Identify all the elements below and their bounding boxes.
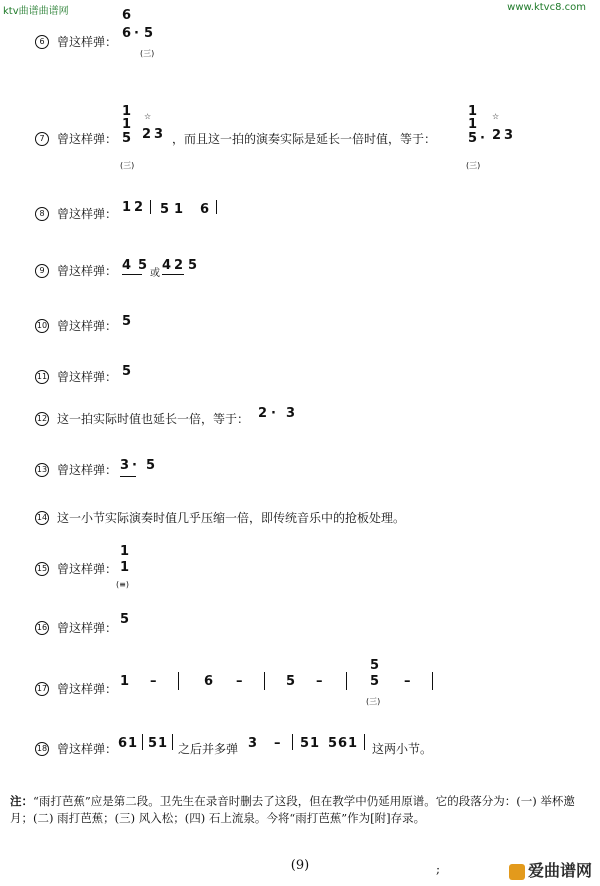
note: 2 [492, 128, 502, 143]
note: 5 [370, 658, 380, 673]
note: 4 [162, 258, 172, 273]
note: 3 [120, 458, 130, 473]
note: 2 [258, 406, 268, 421]
barline [172, 734, 173, 750]
note: 1 [174, 202, 184, 217]
note: 1 [122, 200, 132, 215]
site-logo [509, 858, 592, 881]
item-number: 15 [35, 562, 49, 576]
underline [162, 274, 184, 275]
item-number: 16 [35, 621, 49, 635]
underline [120, 476, 136, 477]
fingering: (≡) [116, 580, 129, 589]
item-text: 曾这样弹： [57, 319, 118, 333]
item-number: 17 [35, 682, 49, 696]
item-11 [35, 368, 117, 385]
note: 1 [158, 736, 168, 751]
item-number: 18 [35, 742, 49, 756]
item-number: 7 [35, 132, 49, 146]
item-number: 10 [35, 319, 49, 333]
note: 6 [118, 736, 128, 751]
item-number: 14 [35, 511, 49, 525]
note: 6 [338, 736, 348, 751]
item-number: 9 [35, 264, 49, 278]
dot: · [134, 26, 139, 41]
logo-text: 爱曲谱网 [527, 861, 592, 880]
site-header-left: ktv曲谱曲谱网 [3, 6, 69, 17]
barline [292, 734, 293, 750]
barline [150, 200, 151, 214]
note: 3 [154, 127, 164, 142]
item-text: 曾这样弹： [57, 562, 118, 576]
footnote-tag: 注： [10, 794, 33, 808]
dash: – [236, 674, 243, 689]
item-number: 11 [35, 370, 49, 384]
item-13 [35, 461, 117, 478]
dash: – [150, 674, 157, 689]
barline [142, 734, 143, 750]
note: 6 [122, 26, 132, 41]
item-9 [35, 262, 117, 279]
note: 1 [120, 544, 130, 559]
note: 1 [310, 736, 320, 751]
item-text: 曾这样弹： [57, 207, 118, 221]
note: 1 [120, 674, 130, 689]
note: 1 [122, 104, 132, 119]
fingering: (三) [140, 49, 155, 58]
item-17 [35, 680, 117, 697]
note: 1 [348, 736, 358, 751]
item-after2-text: 这两小节。 [372, 742, 433, 756]
note: 1 [128, 736, 138, 751]
dash: – [404, 674, 411, 689]
note: 5 [122, 131, 132, 146]
item-text: 这一拍实际时值也延长一倍，等于： [57, 412, 250, 426]
note: 6 [122, 8, 132, 23]
or-text: 或 [150, 268, 160, 279]
note: 1 [468, 104, 478, 119]
note: 1 [122, 117, 132, 132]
note: 5 [122, 364, 132, 379]
barline [216, 200, 217, 214]
item-18-after [178, 740, 238, 757]
dot: · [271, 406, 276, 421]
note: 5 [148, 736, 158, 751]
note: 5 [286, 674, 296, 689]
trill-mark: ☆ [144, 112, 152, 121]
logo-icon [509, 864, 525, 880]
item-text: 曾这样弹： [57, 370, 118, 384]
item-15 [35, 560, 117, 577]
item-text: 曾这样弹： [57, 35, 118, 49]
item-6 [35, 33, 117, 50]
item-number: 6 [35, 35, 49, 49]
site-header-right: www.ktvc8.com [507, 2, 586, 13]
fingering: (三) [366, 697, 381, 706]
item-after-text: 之后并多弹 [178, 742, 239, 756]
item-10 [35, 317, 117, 334]
note: 3 [286, 406, 296, 421]
fingering: (三) [120, 161, 135, 170]
note: 3 [248, 736, 258, 751]
trill-mark: ☆ [492, 112, 500, 121]
note: 5 [120, 612, 130, 627]
underline [122, 274, 142, 275]
note: 6 [204, 674, 214, 689]
note: 3 [504, 128, 514, 143]
note: 5 [300, 736, 310, 751]
note: 5 [328, 736, 338, 751]
dot: · [480, 131, 485, 146]
note: 5 [468, 131, 478, 146]
note: 1 [468, 117, 478, 132]
note: 5 [188, 258, 198, 273]
note: 5 [122, 314, 132, 329]
item-text: 曾这样弹： [57, 682, 118, 696]
semicolon-mark: ; [436, 862, 441, 876]
item-number: 8 [35, 207, 49, 221]
item-18 [35, 740, 117, 757]
item-text: 曾这样弹： [57, 742, 118, 756]
item-8 [35, 205, 117, 222]
note: 2 [174, 258, 184, 273]
dash: – [316, 674, 323, 689]
barline [346, 672, 347, 690]
item-text: 曾这样弹： [57, 463, 118, 477]
barline [264, 672, 265, 690]
dash: – [274, 736, 281, 751]
item-7 [35, 130, 117, 147]
note: 2 [134, 200, 144, 215]
note: 5 [160, 202, 170, 217]
note: 5 [144, 26, 154, 41]
note: 6 [200, 202, 210, 217]
item-after-text: ，而且这一拍的演奏实际是延长一倍时值，等于： [172, 132, 437, 146]
barline [178, 672, 179, 690]
item-7-after [172, 130, 436, 147]
item-12 [35, 410, 249, 427]
item-number: 13 [35, 463, 49, 477]
dot: · [132, 458, 137, 473]
note: 1 [120, 560, 130, 575]
barline [432, 672, 433, 690]
item-text: 曾这样弹： [57, 264, 118, 278]
item-text: 曾这样弹： [57, 621, 118, 635]
item-text: 这一小节实际演奏时值几乎压缩一倍，即传统音乐中的抢板处理。 [57, 511, 406, 525]
page-number: (9) [290, 858, 310, 873]
barline [364, 734, 365, 750]
note: 2 [142, 127, 152, 142]
note: 5 [370, 674, 380, 689]
note: 4 [122, 258, 132, 273]
item-number: 12 [35, 412, 49, 426]
item-16 [35, 619, 117, 636]
item-14 [35, 509, 405, 526]
footnote-text: “雨打芭蕉”应是第二段。卫先生在录音时删去了这段，但在教学中仍延用原谱。它的段落分为：(一) 举杯邀月；(二) 雨打芭蕉；(三) 风入松；(四) 石上流泉。今将“雨打芭蕉”作为[附]存录。 [10, 794, 575, 825]
fingering: (三) [466, 161, 481, 170]
footnote [10, 793, 590, 827]
item-text: 曾这样弹： [57, 132, 118, 146]
note: 5 [146, 458, 156, 473]
note: 5 [138, 258, 148, 273]
item-18-after2 [372, 740, 432, 757]
